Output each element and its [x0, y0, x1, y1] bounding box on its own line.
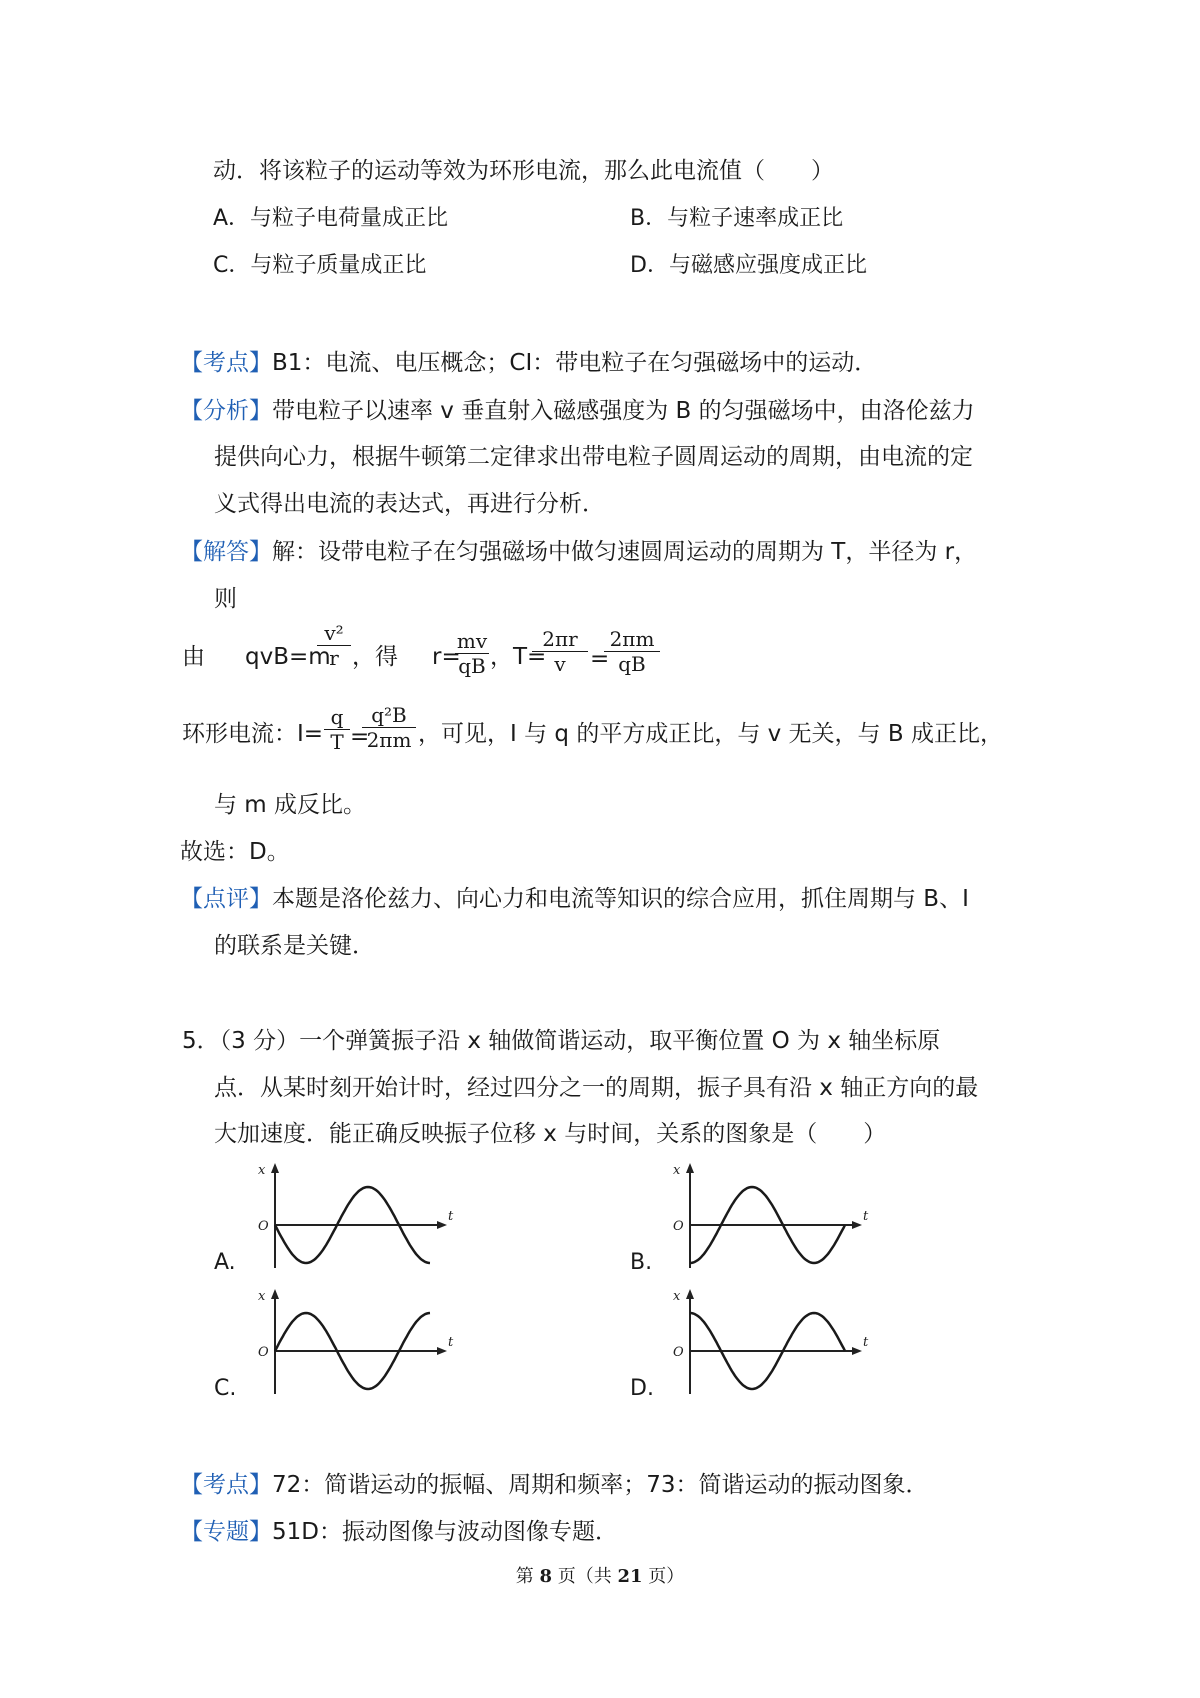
graph-a-label: A. [214, 1250, 236, 1275]
svg-text:x: x [258, 1163, 266, 1178]
svg-text:x: x [673, 1289, 681, 1304]
q5-line-2: 点．从某时刻开始计时，经过四分之一的周期，振子具有沿 x 轴正方向的最 [214, 1075, 979, 1101]
fenxi-line-1: 带电粒子以速率 v 垂直射入磁感强度为 B 的匀强磁场中，由洛伦兹力 [272, 398, 975, 424]
q4-option-b: B．与粒子速率成正比 [630, 206, 844, 231]
svg-text:t: t [863, 1335, 869, 1350]
dianping-line-2: 的联系是关键． [214, 933, 375, 959]
graph-b-axes [686, 1163, 862, 1268]
q4-option-c: C．与粒子质量成正比 [213, 253, 427, 278]
graph-c-axes [271, 1289, 447, 1394]
graph-d [665, 1284, 870, 1404]
q4-option-a: A．与粒子电荷量成正比 [213, 206, 449, 231]
dianping-line-1: 本题是洛伦兹力、向心力和电流等知识的综合应用，抓住周期与 B、I [272, 886, 969, 912]
fraction-mv-over-qB: mv qB [456, 629, 488, 678]
kaodian-text: B1：电流、电压概念；CI：带电粒子在匀强磁场中的运动． [272, 350, 878, 376]
fraction-v2-over-r: v² r [317, 622, 351, 669]
graph-a-axes [271, 1163, 447, 1268]
page-total: 21 [617, 1566, 643, 1587]
q5-line-1: 5．（3 分）一个弹簧振子沿 x 轴做简谐运动，取平衡位置 O 为 x 轴坐标原 [182, 1028, 941, 1054]
svg-text:O: O [673, 1345, 684, 1360]
page-number: 8 [539, 1566, 552, 1587]
jieda-line-2: 则 [214, 586, 237, 612]
kaodian-tag: 【考点】 [180, 350, 272, 376]
fraction-2pim-over-qB: 2πm qB [604, 628, 660, 675]
q5-kaodian [180, 1468, 929, 1502]
q5-zhuanti [180, 1515, 618, 1549]
q4-answer: 故选：D。 [180, 839, 290, 865]
svg-text:t: t [863, 1209, 869, 1224]
graph-d-label: D. [630, 1376, 654, 1401]
graph-d-axes [686, 1289, 862, 1394]
svg-text:O: O [258, 1345, 269, 1360]
fraction-2pir-over-v: 2πr v [532, 628, 588, 675]
svg-text:x: x [673, 1163, 681, 1178]
q5-line-3: 大加速度．能正确反映振子位移 x 与时间，关系的图象是（ ） [214, 1121, 887, 1147]
graph-c [250, 1284, 455, 1404]
q4-kaodian [180, 346, 877, 380]
graph-b-label: B. [630, 1250, 653, 1275]
graph-c-label: C. [214, 1376, 237, 1401]
q4-option-d: D．与磁感应强度成正比 [630, 253, 867, 278]
svg-text:O: O [258, 1219, 269, 1234]
fenxi-tag: 【分析】 [180, 398, 272, 424]
jieda-tag: 【解答】 [180, 539, 272, 565]
jieda-line-1: 解：设带电粒子在匀强磁场中做匀速圆周运动的周期为 T，半径为 r， [272, 539, 978, 565]
page-footer: 第 8 页（共 21 页） [515, 1566, 685, 1587]
svg-text:t: t [448, 1209, 454, 1224]
svg-text:x: x [258, 1289, 266, 1304]
q5-zhuanti-tag: 【专题】 [180, 1519, 272, 1545]
fenxi-line-2: 提供向心力，根据牛顿第二定律求出带电粒子圆周运动的周期，由电流的定 [214, 444, 973, 470]
svg-text:t: t [448, 1335, 454, 1350]
q4-jieda [180, 535, 977, 569]
svg-text:O: O [673, 1219, 684, 1234]
fraction-q-over-T: q T [324, 706, 350, 753]
fenxi-line-3: 义式得出电流的表达式，再进行分析． [214, 491, 605, 517]
fraction-q2B-over-2pim: q²B 2πm [362, 704, 416, 751]
q4-fenxi [180, 394, 975, 428]
graph-b [665, 1158, 870, 1278]
dianping-tag: 【点评】 [180, 886, 272, 912]
q5-kaodian-tag: 【考点】 [180, 1472, 272, 1498]
q5-zhuanti-text: 51D：振动图像与波动图像专题． [272, 1519, 618, 1545]
q4-stem-tail: 动．将该粒子的运动等效为环形电流，那么此电流值（ ） [213, 158, 834, 184]
q4-dianping [180, 882, 969, 916]
q4-line-after: 与 m 成反比。 [214, 792, 367, 818]
graph-a [250, 1158, 455, 1278]
q5-kaodian-text: 72：简谐运动的振幅、周期和频率；73：简谐运动的振动图象． [272, 1472, 929, 1498]
